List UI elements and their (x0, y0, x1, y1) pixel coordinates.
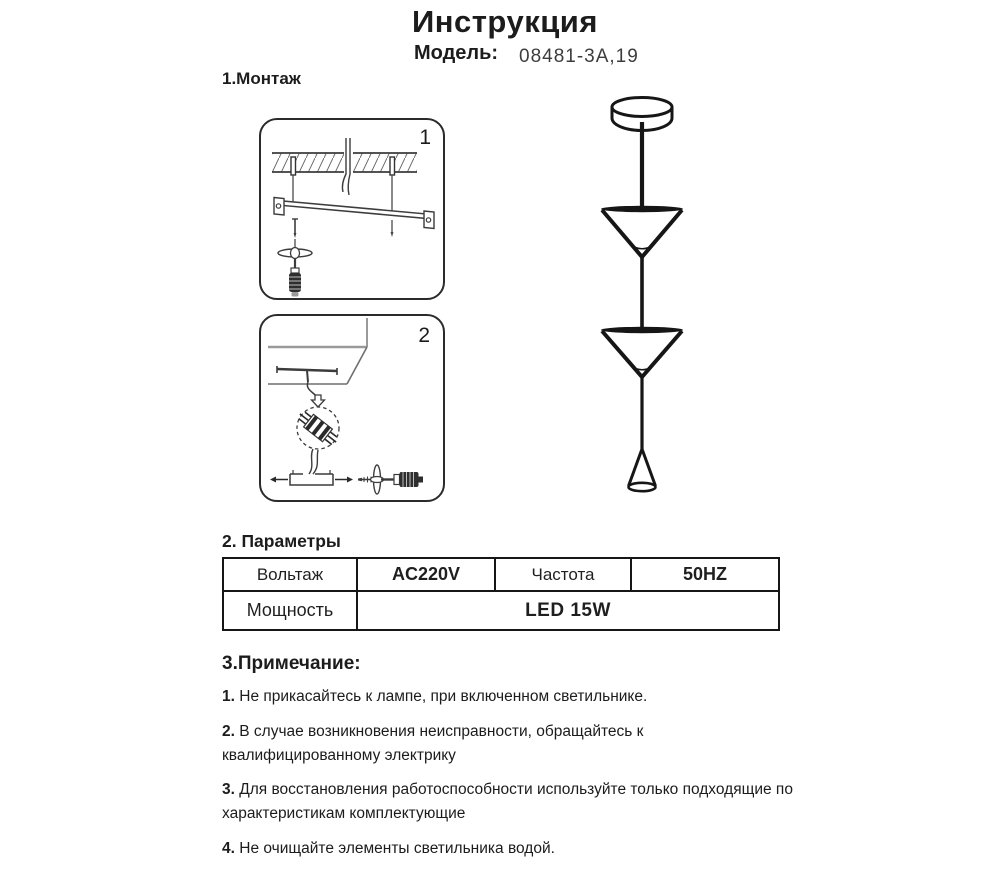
table-row (223, 591, 779, 630)
note-text: Для восстановления работоспособности используйте только подходящие по характеристикам комплектующие (222, 781, 793, 823)
section-montage-heading: 1.Монтаж (222, 69, 301, 88)
table-row (223, 558, 779, 591)
note-item (222, 778, 800, 826)
cone-shade-lower (601, 327, 683, 377)
note-number: 4. (222, 839, 235, 857)
note-text: Не очищайте элементы светильника водой. (239, 839, 555, 857)
model-label: Модель: (414, 42, 499, 64)
small-bottom-cone (629, 449, 656, 491)
canopy-plate (290, 470, 333, 485)
model-value: 08481-3A,19 (519, 46, 639, 67)
note-item (222, 685, 800, 709)
note-text: Не прикасайтесь к лампе, при включенном светильнике. (239, 688, 648, 705)
note-number: 3. (222, 781, 235, 799)
canopy-wires (309, 449, 318, 474)
note-item (222, 837, 800, 861)
mounting-bracket (274, 198, 434, 229)
figure-step-2 (259, 314, 445, 502)
figure-step-1 (259, 118, 445, 300)
installation-step2-diagram (261, 316, 443, 500)
frequency-label-cell: Частота (495, 558, 631, 591)
installation-step1-diagram (261, 120, 443, 298)
ceiling-panel (268, 318, 367, 384)
frequency-value-cell: 50HZ (631, 558, 779, 591)
connection-detail-magnifier (295, 407, 341, 449)
wing-anchor-icon (278, 248, 312, 259)
power-label-cell: Мощность (223, 591, 357, 630)
screwdriver-icon (358, 465, 423, 494)
note-item (222, 720, 800, 768)
cone-shade-upper (601, 206, 683, 257)
voltage-value-cell: AC220V (357, 558, 495, 591)
parameters-table (222, 557, 780, 631)
notes-list (222, 685, 800, 871)
screwdriver-icon (289, 259, 301, 297)
pendant-lamp-figure (595, 92, 690, 504)
section-notes-heading: 3.Примечание: (222, 653, 361, 674)
slide-arrows (270, 477, 353, 483)
section-parameters-heading: 2. Параметры (222, 531, 341, 551)
note-text: В случае возникновения неисправности, обращайтесь к квалифицированному электрику (222, 722, 644, 764)
mounted-bracket (277, 366, 337, 382)
power-value-cell: LED 15W (357, 591, 779, 630)
step-2-badge: 2 (418, 324, 430, 347)
note-number: 2. (222, 722, 235, 740)
voltage-label-cell: Вольтаж (223, 558, 357, 591)
page-title: Инструкция (412, 4, 598, 39)
step-1-badge: 1 (419, 126, 431, 149)
note-number: 1. (222, 688, 235, 705)
screw-icon (292, 219, 298, 248)
down-arrow-icon (312, 395, 325, 407)
